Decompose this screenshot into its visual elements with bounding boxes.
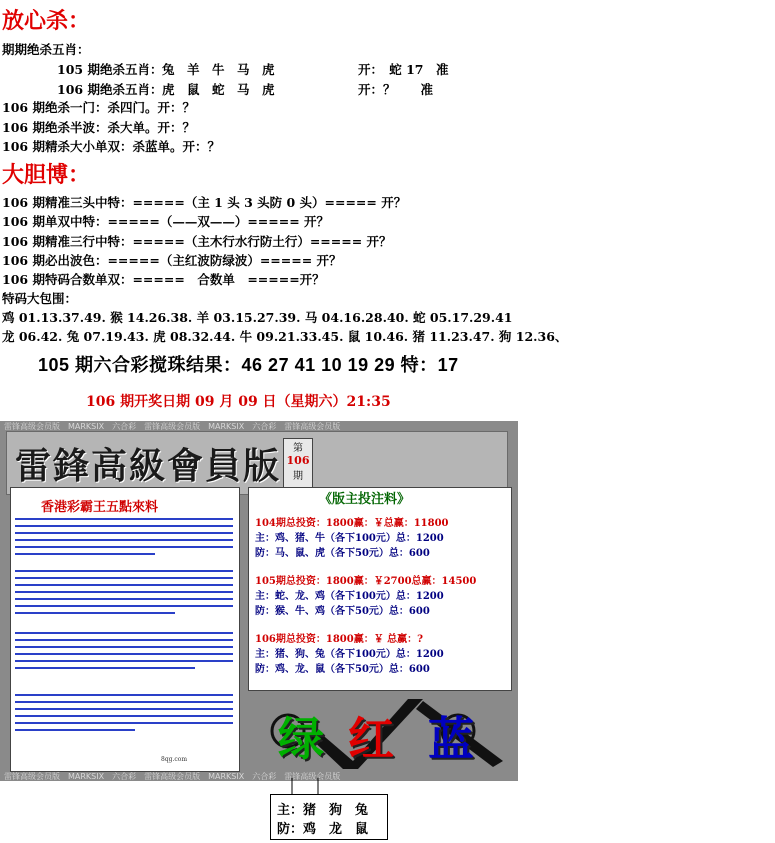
text-line: 106 期精杀大小单双：杀蓝单。开：？ <box>2 139 220 154</box>
green-wave-char: 绿 <box>278 712 324 766</box>
left-panel-title: 香港彩霸王五點來料 <box>41 500 159 515</box>
bet-head: 105期总投资：1800赢：￥2700总赢：14500 <box>255 576 477 587</box>
poster-header <box>6 431 508 495</box>
text-line: 期期绝杀五肖： <box>2 42 90 57</box>
red-wave-char: 红 <box>348 712 394 766</box>
text-line: 虎 鼠 蛇 马 虎 <box>162 82 275 97</box>
text-line: 106 期绝杀五肖： <box>57 82 163 97</box>
right-panel-title: 《版主投注料》 <box>319 492 411 507</box>
right-panel <box>248 487 512 691</box>
text-line: 105 期绝杀五肖： <box>57 62 163 77</box>
bet-main: 主：猪、狗、兔（各下100元）总：1200 <box>255 649 444 660</box>
text-line: 龙 06.42. 兔 07.19.43. 虎 08.32.44. 牛 09.21.33.45. 鼠 10.46. 猪 11.23.47. 狗 12.36、 <box>2 329 568 344</box>
text-line: 兔 羊 牛 马 虎 <box>162 62 275 77</box>
color-wave-panel <box>248 691 510 769</box>
issue-box <box>283 438 313 488</box>
section-title-fangxinsha: 放心杀： <box>2 8 91 34</box>
issue-suffix: 期 <box>293 471 303 482</box>
poster-title: 雷鋒高級會員版 <box>15 445 282 487</box>
bottom-summary-box <box>270 794 388 840</box>
draw-date: 106 期开奖日期 09 月 09 日（星期六）21:35 <box>86 394 391 410</box>
blue-wave-char: 蓝 <box>428 712 474 766</box>
text-line: 106 期绝杀一门：杀四门。开：？ <box>2 100 195 115</box>
summary-fang: 防：鸡 龙 鼠 <box>277 822 369 837</box>
section-title-dadanbo: 大胆博： <box>2 162 91 188</box>
bet-head: 106期总投资：1800赢：￥ 总赢：? <box>255 634 424 645</box>
draw-result: 105 期六合彩搅珠结果：46 27 41 10 19 29 特：17 <box>38 355 459 375</box>
text-line: 106 期精准三行中特：=====（主木行水行防土行）===== 开？ <box>2 234 392 249</box>
text-line: 106 期精准三头中特：=====（主 1 头 3 头防 0 头）===== 开？ <box>2 195 407 210</box>
frame-text-top: 雷锋高级会员版 MARKSIX 六合彩 雷锋高级会员版 MARKSIX 六合彩 雷锋高级会员版 <box>4 422 341 431</box>
text-line: 106 期必出波色：=====（主红波防绿波）===== 开？ <box>2 253 342 268</box>
text-line: 特码大包围： <box>2 291 78 306</box>
bet-fang: 防：马、鼠、虎（各下50元）总：600 <box>255 548 430 559</box>
blue-text-blocks <box>13 516 237 756</box>
text-line: 106 期单双中特：=====（——双——）===== 开？ <box>2 214 330 229</box>
bet-fang: 防：猴、牛、鸡（各下50元）总：600 <box>255 606 430 617</box>
bet-head: 104期总投资：1800赢：￥总赢：11800 <box>255 518 449 529</box>
left-panel <box>10 487 240 772</box>
bet-block <box>255 574 505 619</box>
text-line: 开：？ 准 <box>358 82 434 97</box>
site-label: 8qg.com <box>161 756 188 763</box>
bet-fang: 防：鸡、龙、鼠（各下50元）总：600 <box>255 664 430 675</box>
bet-block <box>255 516 505 561</box>
text-line: 106 期绝杀半波：杀大单。开：？ <box>2 120 195 135</box>
issue-number: 106 <box>286 454 310 467</box>
bet-block <box>255 632 505 677</box>
text-line: 106 期特码合数单双：===== 合数单 =====开？ <box>2 272 325 287</box>
summary-main: 主：猪 狗 兔 <box>277 803 369 818</box>
lottery-poster <box>0 421 518 781</box>
frame-text-bottom: 雷锋高级会员版 MARKSIX 六合彩 雷锋高级会员版 MARKSIX 六合彩 雷锋高级会员版 <box>4 772 341 781</box>
text-line: 开： 蛇 17 准 <box>358 62 449 77</box>
bet-main: 主：鸡、猪、牛（各下100元）总：1200 <box>255 533 444 544</box>
text-line: 鸡 01.13.37.49. 猴 14.26.38. 羊 03.15.27.39. 马 04.16.28.40. 蛇 05.17.29.41 <box>2 310 513 325</box>
issue-prefix: 第 <box>293 443 303 454</box>
bet-main: 主：蛇、龙、鸡（各下100元）总：1200 <box>255 591 444 602</box>
